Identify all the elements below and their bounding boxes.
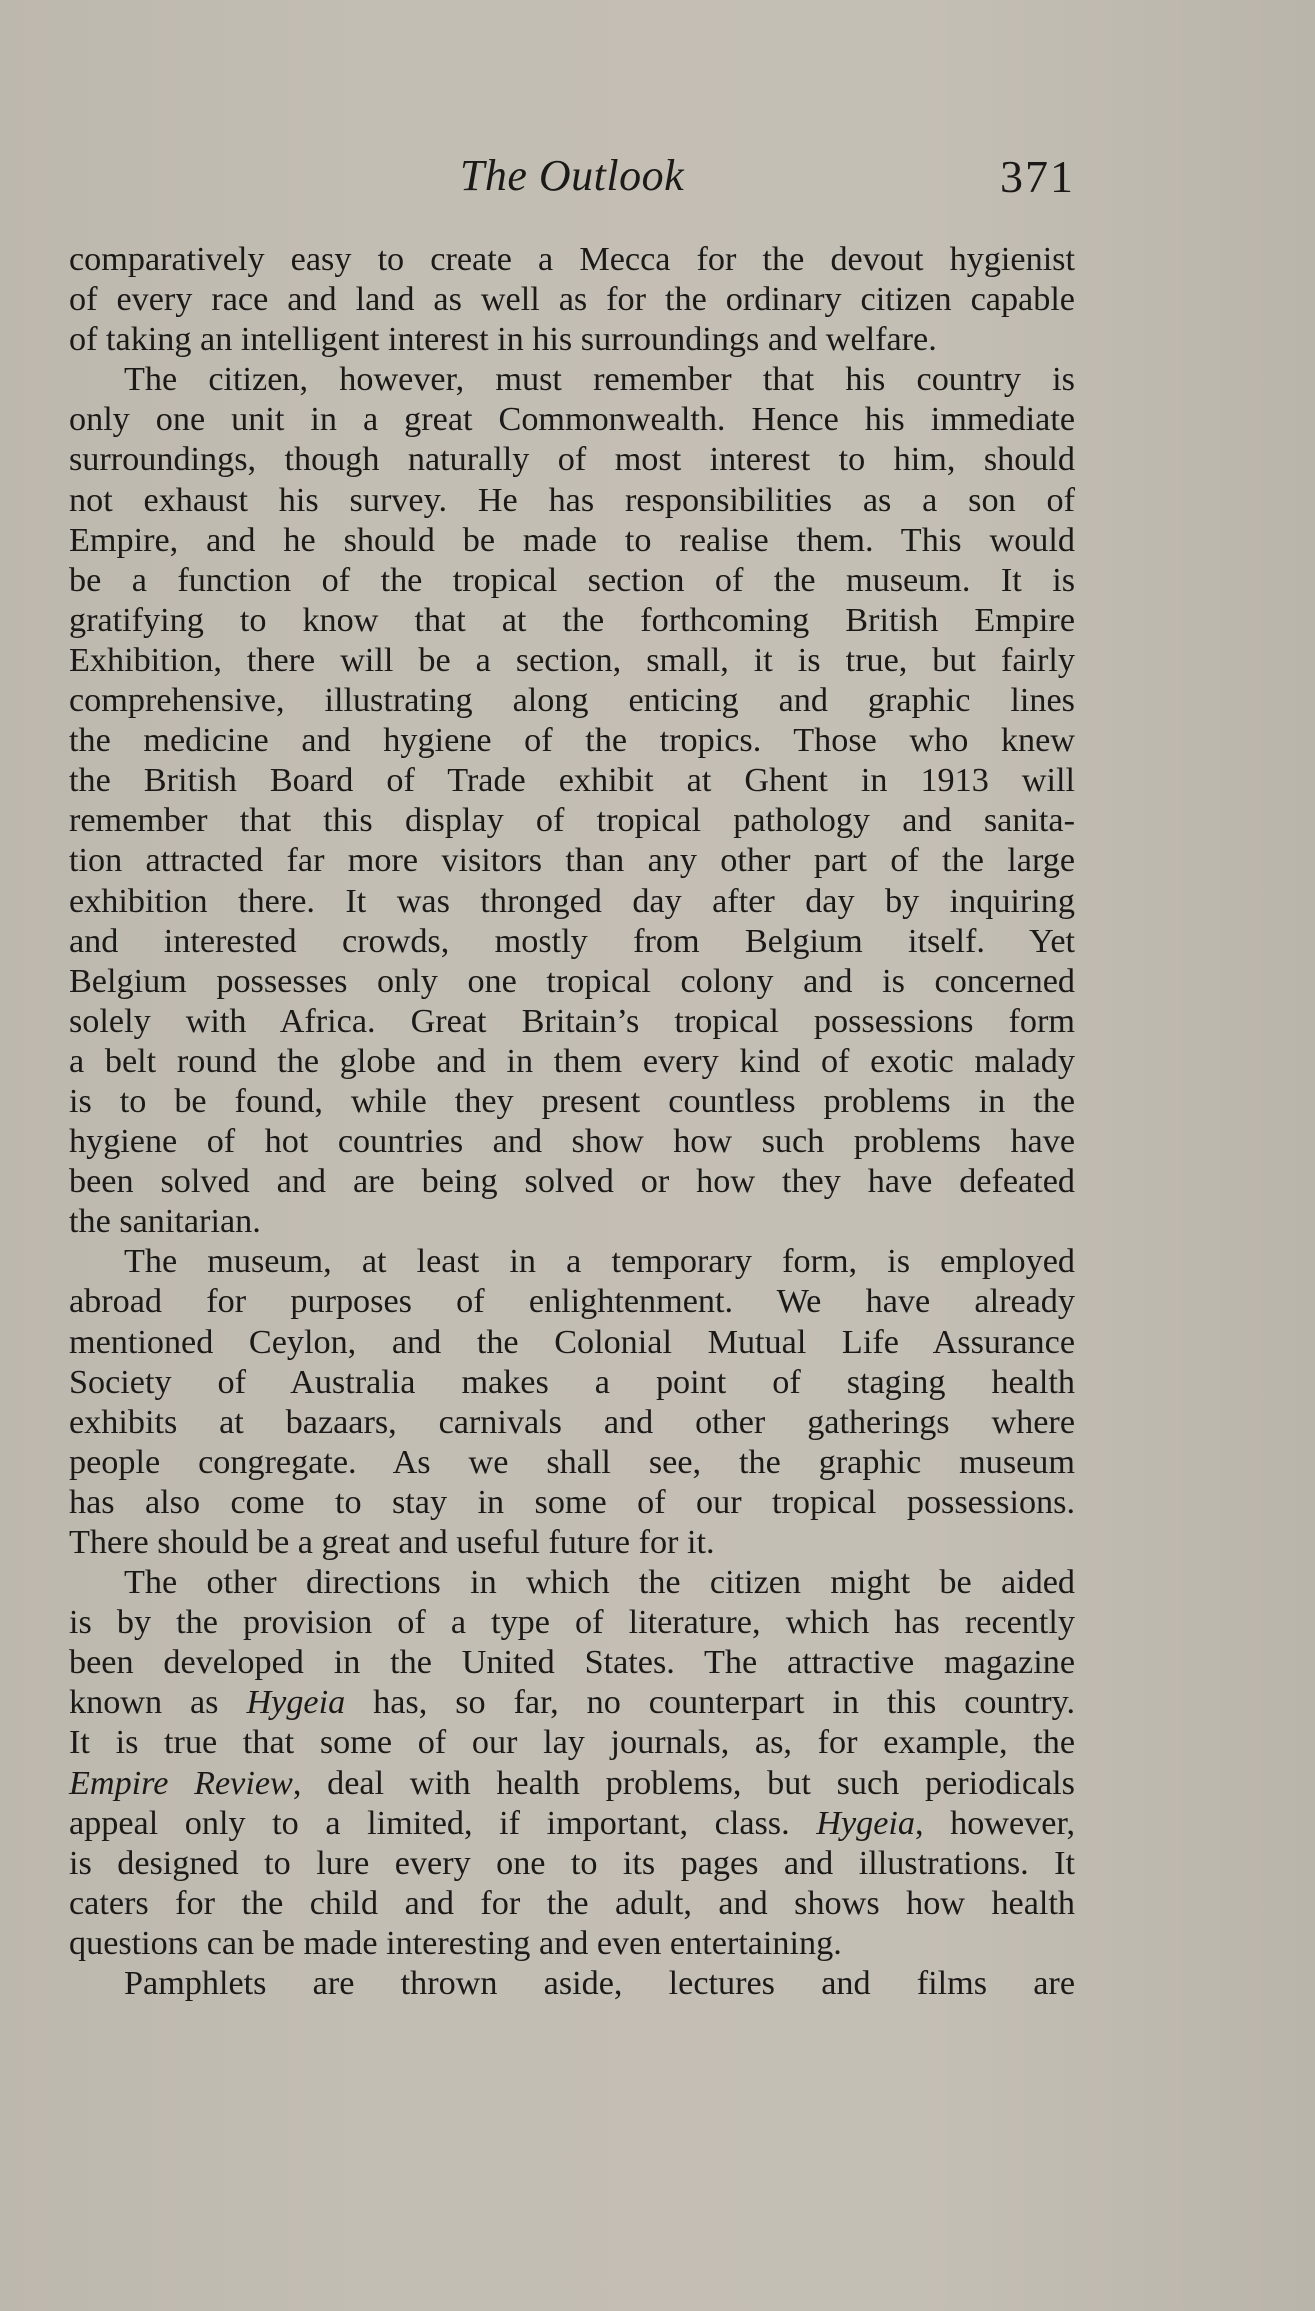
text-line: be a function of the tropical section of the museum. It is	[69, 561, 1075, 599]
text-line: solely with Africa. Great Britain’s tropical possessions form	[69, 1002, 1075, 1040]
text-line: questions can be made interesting and even entertaining.	[69, 1924, 842, 1962]
text-fragment: appeal only to a limited, if important, class.	[69, 1804, 817, 1842]
text-line: The citizen, however, must remember that his country is	[124, 361, 1075, 399]
text-line: surroundings, though naturally of most interest to him, should	[69, 441, 1075, 479]
text-fragment: known as	[69, 1684, 247, 1722]
text-line	[69, 1804, 1075, 1844]
text-line: caters for the child and for the adult, and shows how health	[69, 1884, 1075, 1922]
text-line	[69, 1764, 1075, 1804]
running-head	[69, 150, 1075, 210]
italic-term-hygeia: Hygeia	[246, 1684, 346, 1722]
text-line: gratifying to know that at the forthcoming British Empire	[69, 601, 1075, 639]
text-line: is by the provision of a type of literature, which has recently	[69, 1604, 1075, 1642]
italic-term-empire-review: Empire Review	[69, 1764, 293, 1802]
text-line: of taking an intelligent interest in his surroundings and welfare.	[69, 321, 937, 359]
text-fragment: , deal with health problems, but such periodicals	[292, 1764, 1075, 1802]
text-line: Belgium possesses only one tropical colony and is concerned	[69, 962, 1075, 1000]
text-line: a belt round the globe and in them every kind of exotic malady	[69, 1042, 1075, 1080]
page-number: 371	[1000, 151, 1075, 202]
italic-term-hygeia: Hygeia	[816, 1804, 915, 1842]
text-fragment: has, so far, no counterpart in this country.	[345, 1684, 1076, 1722]
text-line: remember that this display of tropical pathology and sanita-	[69, 802, 1075, 840]
text-fragment: , however,	[914, 1804, 1076, 1842]
text-line: the medicine and hygiene of the tropics. Those who knew	[69, 722, 1075, 760]
text-line	[69, 1683, 1075, 1723]
text-line: exhibition there. It was thronged day after day by inquiring	[69, 882, 1075, 920]
text-line: and interested crowds, mostly from Belgium itself. Yet	[69, 922, 1075, 960]
text-line: people congregate. As we shall see, the graphic museum	[69, 1443, 1075, 1481]
text-line: hygiene of hot countries and show how such problems have	[69, 1123, 1075, 1161]
book-page	[69, 150, 1075, 2004]
text-line: It is true that some of our lay journals, as, for example, the	[69, 1724, 1075, 1762]
text-line: Empire, and he should be made to realise them. This would	[69, 521, 1075, 559]
text-line: The museum, at least in a temporary form, is employed	[124, 1243, 1075, 1281]
paragraph-3	[69, 1242, 1075, 1563]
text-line: comparatively easy to create a Mecca for the devout hygienist	[69, 241, 1075, 278]
text-line: been solved and are being solved or how they have defeated	[69, 1163, 1075, 1201]
text-line: abroad for purposes of enlightenment. We have already	[69, 1283, 1075, 1321]
text-line: is to be found, while they present countless problems in the	[69, 1082, 1075, 1120]
running-title: The Outlook	[459, 151, 685, 200]
paragraph-2	[69, 360, 1075, 1242]
text-line: exhibits at bazaars, carnivals and other gatherings where	[69, 1403, 1075, 1441]
paragraph-5	[69, 1964, 1075, 2004]
text-line: Society of Australia makes a point of staging health	[69, 1363, 1075, 1401]
text-line: There should be a great and useful future for it.	[69, 1524, 715, 1561]
text-line: Pamphlets are thrown aside, lectures and films are	[124, 1965, 1075, 2003]
text-line: only one unit in a great Commonwealth. Hence his immediate	[69, 401, 1075, 439]
text-line: of every race and land as well as for the ordinary citizen capable	[69, 281, 1075, 319]
text-line: tion attracted far more visitors than any other part of the large	[69, 842, 1075, 880]
text-line: not exhaust his survey. He has responsibilities as a son of	[69, 481, 1075, 519]
text-line: the British Board of Trade exhibit at Ghent in 1913 will	[69, 762, 1075, 800]
body-text	[69, 240, 1075, 2004]
paragraph-4	[69, 1563, 1075, 1964]
paragraph-1	[69, 240, 1075, 360]
text-line: is designed to lure every one to its pages and illustrations. It	[69, 1844, 1075, 1882]
text-line: has also come to stay in some of our tropical possessions.	[69, 1483, 1075, 1521]
text-line: the sanitarian.	[69, 1203, 261, 1241]
text-line: comprehensive, illustrating along enticing and graphic lines	[69, 682, 1075, 720]
text-line: Exhibition, there will be a section, small, it is true, but fairly	[69, 641, 1075, 679]
text-line: The other directions in which the citizen might be aided	[124, 1564, 1075, 1602]
text-line: mentioned Ceylon, and the Colonial Mutual Life Assurance	[69, 1323, 1075, 1361]
text-line: been developed in the United States. The attractive magazine	[69, 1644, 1075, 1682]
